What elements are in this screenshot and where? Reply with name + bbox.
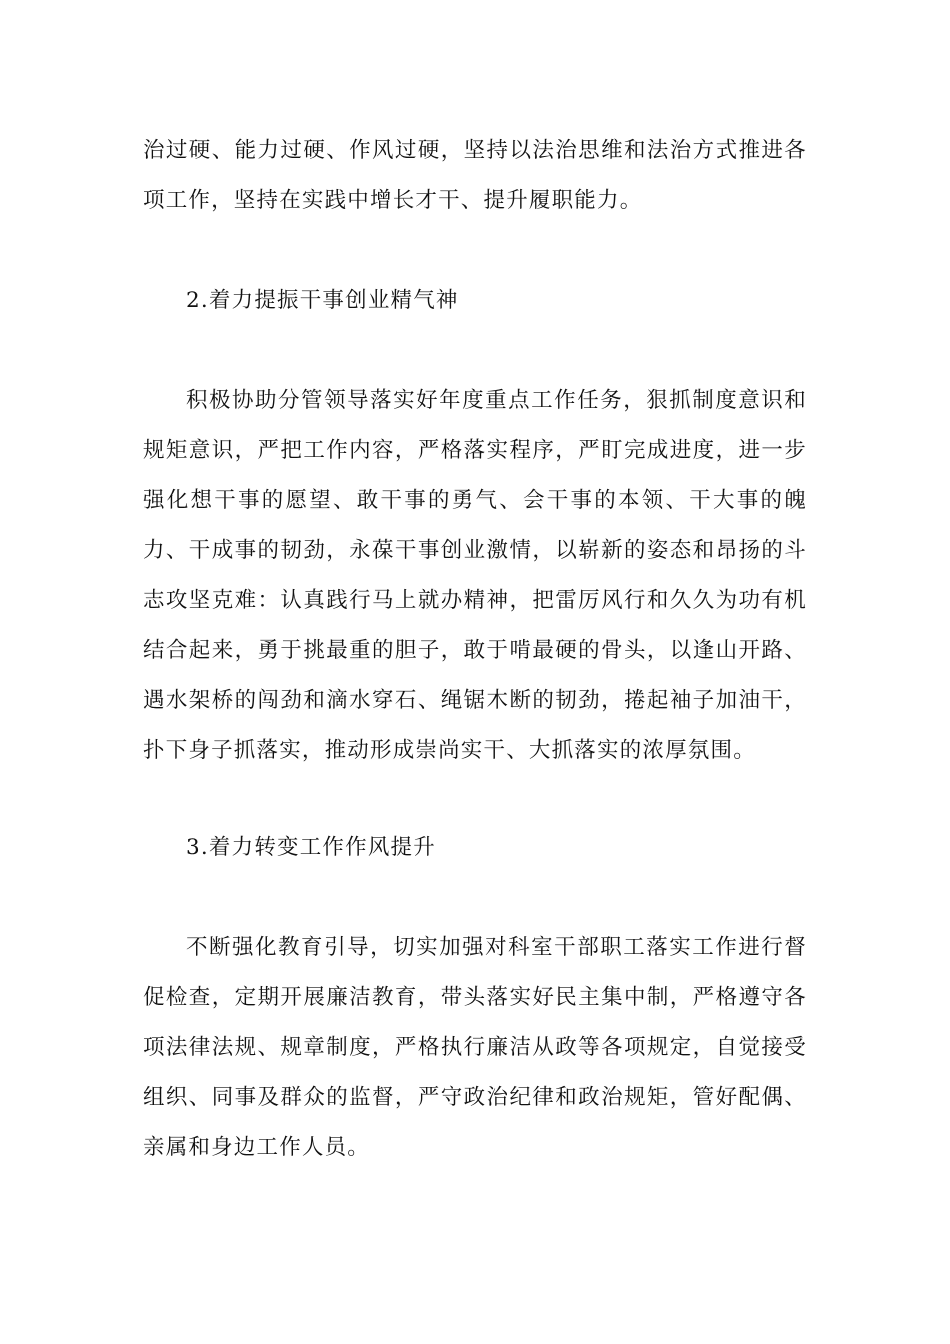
paragraph-section-3: 不断强化教育引导，切实加强对科室干部职工落实工作进行督促检查，定期开展廉洁教育，带头落实好民主集中制，严格遵守各项法律法规、规章制度，严格执行廉洁从政等各项规定，自觉接受组织、同事及群众的监督，严守政治纪律和政治规矩，管好配偶、亲属和身边工作人员。 (143, 935, 807, 1160)
paragraph-continuation: 治过硬、能力过硬、作风过硬，坚持以法治思维和法治方式推进各项工作，坚持在实践中增长才干、提升履职能力。 (143, 138, 807, 213)
paragraph-section-2: 积极协助分管领导落实好年度重点工作任务，狠抓制度意识和规矩意识，严把工作内容，严格落实程序，严盯完成进度，进一步强化想干事的愿望、敢干事的勇气、会干事的本领、干大事的魄力、干成事的韧劲，永葆干事创业激情，以崭新的姿态和昂扬的斗志攻坚克难：认真践行马上就办精神，把雷厉风行和久久为功有机结合起来，勇于挑最重的胆子，敢于啃最硬的骨头，以逢山开路、遇水架桥的闯劲和滴水穿石、绳锯木断的韧劲，捲起袖子加油干，扑下身子抓落实，推动形成崇尚实干、大抓落实的浓厚氛围。 (143, 388, 807, 763)
section-heading-2: 2.着力提振干事创业精气神 (186, 288, 459, 313)
section-heading-3: 3.着力转变工作作风提升 (186, 835, 436, 860)
